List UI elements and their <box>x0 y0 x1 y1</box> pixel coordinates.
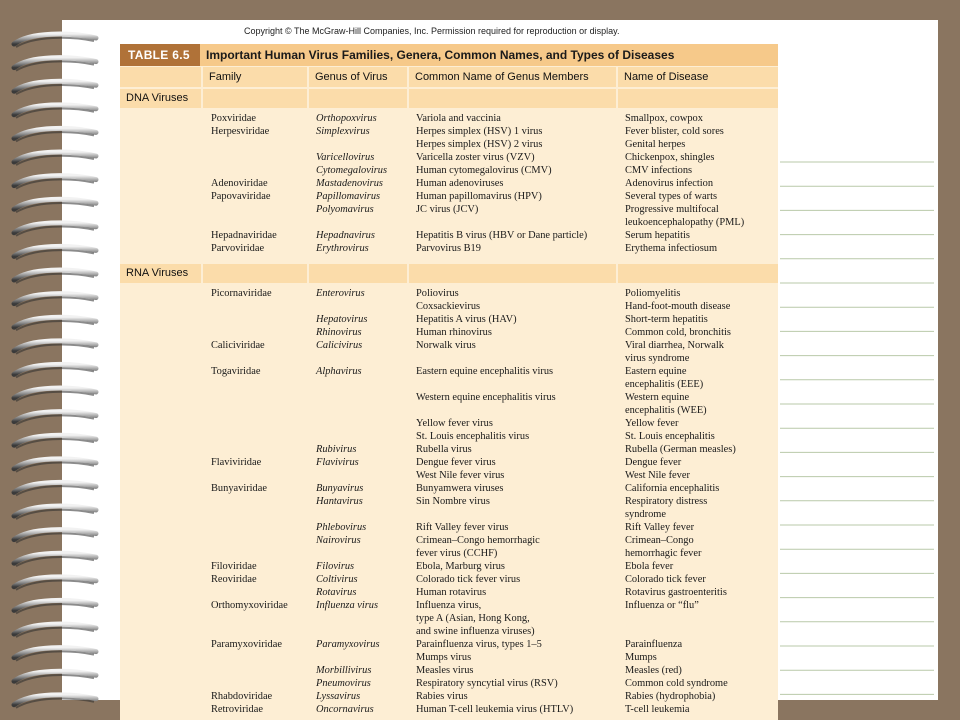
common-name-cell: Variola and vaccinia <box>416 113 501 124</box>
section-label: RNA Viruses <box>120 264 201 283</box>
common-name-cell: Human rotavirus <box>416 587 487 598</box>
family-cell: Paramyxoviridae <box>211 639 282 650</box>
common-name-cell: St. Louis encephalitis virus <box>416 431 530 442</box>
common-name-cell: Poliovirus <box>416 288 459 299</box>
genus-cell: Hepadnavirus <box>316 230 375 241</box>
genus-cell: Rhinovirus <box>316 327 362 338</box>
common-name-cell: Human cytomegalovirus (CMV) <box>416 165 552 176</box>
disease-cell: Progressive multifocal <box>625 204 719 215</box>
common-name-cell: and swine influenza viruses) <box>416 626 535 637</box>
disease-cell: Rubella (German measles) <box>625 444 736 455</box>
genus-cell: Cytomegalovirus <box>316 165 387 176</box>
common-name-cell: Coxsackievirus <box>416 301 481 312</box>
common-name-cell: West Nile fever virus <box>416 470 505 481</box>
genus-cell: Nairovirus <box>316 535 361 546</box>
disease-cell: Adenovirus infection <box>625 178 714 189</box>
common-name-cell: JC virus (JCV) <box>416 204 479 215</box>
family-cell: Togaviridae <box>211 366 261 377</box>
disease-cell: Viral diarrhea, Norwalk <box>625 340 724 351</box>
family-cell: Poxviridae <box>211 113 257 124</box>
disease-cell: Measles (red) <box>625 665 682 676</box>
section-label: DNA Viruses <box>120 89 201 108</box>
disease-cell: Crimean–Congo <box>625 535 694 546</box>
disease-cell: virus syndrome <box>625 353 690 364</box>
disease-cell: T-cell leukemia <box>625 704 690 715</box>
disease-cell: Genital herpes <box>625 139 686 150</box>
table-number: TABLE 6.5 <box>128 48 190 62</box>
table-title: Important Human Virus Families, Genera, Common Names, and Types of Diseases <box>206 48 675 62</box>
common-name-cell: Parainfluenza virus, types 1–5 <box>416 639 542 650</box>
disease-cell: Chickenpox, shingles <box>625 152 715 163</box>
genus-cell: Hantavirus <box>316 496 363 507</box>
disease-cell: Smallpox, cowpox <box>625 113 703 124</box>
genus-cell: Enterovirus <box>316 288 365 299</box>
section-cell-blank <box>309 89 407 108</box>
common-name-cell: Bunyamwera viruses <box>416 483 504 494</box>
disease-cell: Yellow fever <box>625 418 679 429</box>
common-name-cell: Eastern equine encephalitis virus <box>416 366 554 377</box>
family-cell: Hepadnaviridae <box>211 230 277 241</box>
disease-cell: West Nile fever <box>625 470 690 481</box>
disease-cell: Mumps <box>625 652 657 663</box>
virus-table <box>120 44 778 720</box>
common-name-cell: type A (Asian, Hong Kong, <box>416 613 530 624</box>
family-cell: Filoviridae <box>211 561 257 572</box>
genus-cell: Lyssavirus <box>316 691 361 702</box>
common-name-cell: Hepatitis A virus (HAV) <box>416 314 517 325</box>
common-name-cell: Measles virus <box>416 665 474 676</box>
disease-cell: Serum hepatitis <box>625 230 690 241</box>
family-cell: Orthomyxoviridae <box>211 600 288 611</box>
common-name-cell: Yellow fever virus <box>416 418 493 429</box>
disease-cell: Eastern equine <box>625 366 687 377</box>
family-cell: Caliciviridae <box>211 340 265 351</box>
common-name-cell: Herpes simplex (HSV) 1 virus <box>416 126 543 137</box>
family-cell: Parvoviridae <box>211 243 265 254</box>
section-cell-blank <box>618 264 778 283</box>
genus-cell: Rotavirus <box>316 587 357 598</box>
genus-cell: Oncornavirus <box>316 704 374 715</box>
disease-cell: Rotavirus gastroenteritis <box>625 587 727 598</box>
genus-cell: Mastadenovirus <box>316 178 383 189</box>
family-cell: Papovaviridae <box>211 191 271 202</box>
common-name-cell: Hepatitis B virus (HBV or Dane particle) <box>416 230 588 241</box>
genus-cell: Erythrovirus <box>316 243 369 254</box>
disease-cell: Erythema infectiosum <box>625 243 718 254</box>
common-name-cell: Norwalk virus <box>416 340 476 351</box>
common-name-cell: Human papillomavirus (HPV) <box>416 191 542 202</box>
disease-cell: Respiratory distress <box>625 496 708 507</box>
common-name-cell: Rift Valley fever virus <box>416 522 509 533</box>
genus-cell: Coltivirus <box>316 574 358 585</box>
genus-cell: Pneumovirus <box>316 678 371 689</box>
copyright-notice: Copyright © The McGraw-Hill Companies, Inc. Permission required for reproduction or display. <box>244 26 620 36</box>
disease-cell: CMV infections <box>625 165 693 176</box>
genus-cell: Polyomavirus <box>316 204 374 215</box>
common-name-cell: Western equine encephalitis virus <box>416 392 556 403</box>
common-name-cell: Dengue fever virus <box>416 457 496 468</box>
disease-cell: Dengue fever <box>625 457 682 468</box>
disease-cell: Hand-foot-mouth disease <box>625 301 731 312</box>
common-name-cell: Parvovirus B19 <box>416 243 481 254</box>
disease-cell: Short-term hepatitis <box>625 314 708 325</box>
section-body-cell <box>120 109 201 262</box>
disease-cell: Parainfluenza <box>625 639 683 650</box>
family-cell: Picornaviridae <box>211 288 272 299</box>
genus-cell: Influenza virus <box>316 600 379 611</box>
table-title-bar <box>120 44 778 66</box>
disease-cell: Fever blister, cold sores <box>625 126 724 137</box>
genus-cell: Filovirus <box>316 561 355 572</box>
common-name-cell: Ebola, Marburg virus <box>416 561 505 572</box>
section-cell-blank <box>618 89 778 108</box>
disease-cell: hemorrhagic fever <box>625 548 702 559</box>
header-cell: Common Name of Genus Members <box>409 67 616 87</box>
header-cell-blank <box>120 67 201 87</box>
common-name-cell: Respiratory syncytial virus (RSV) <box>416 678 558 689</box>
common-name-cell: Varicella zoster virus (VZV) <box>416 152 535 163</box>
common-name-cell: Colorado tick fever virus <box>416 574 521 585</box>
genus-cell: Hepatovirus <box>316 314 368 325</box>
section-body-cell <box>120 284 201 720</box>
common-name-cell: Sin Nombre virus <box>416 496 490 507</box>
family-cell: Bunyaviridae <box>211 483 267 494</box>
common-name-cell: Influenza virus, <box>416 600 482 611</box>
genus-cell: Bunyavirus <box>316 483 364 494</box>
header-cell: Genus of Virus <box>309 67 407 87</box>
genus-cell: Orthopoxvirus <box>316 113 377 124</box>
genus-cell: Paramyxovirus <box>316 639 380 650</box>
family-cell: Retroviridae <box>211 704 263 715</box>
family-cell: Rhabdoviridae <box>211 691 273 702</box>
genus-cell: Simplexvirus <box>316 126 370 137</box>
family-cell: Herpesviridae <box>211 126 270 137</box>
disease-cell: Common cold, bronchitis <box>625 327 731 338</box>
disease-cell: California encephalitis <box>625 483 720 494</box>
common-name-cell: Human T-cell leukemia virus (HTLV) <box>416 704 574 715</box>
section-cell-blank <box>309 264 407 283</box>
disease-cell: Colorado tick fever <box>625 574 706 585</box>
section-cell-blank <box>409 264 616 283</box>
family-cell: Flaviviridae <box>211 457 262 468</box>
header-cell: Name of Disease <box>618 67 778 87</box>
disease-cell: Western equine <box>625 392 690 403</box>
common-name-cell: Herpes simplex (HSV) 2 virus <box>416 139 543 150</box>
disease-cell: Several types of warts <box>625 191 718 202</box>
disease-cell: encephalitis (EEE) <box>625 379 704 390</box>
common-name-cell: Rabies virus <box>416 691 468 702</box>
header-cell: Family <box>203 67 307 87</box>
genus-cell: Calicivirus <box>316 340 363 351</box>
common-name-cell: Human adenoviruses <box>416 178 504 189</box>
disease-cell: encephalitis (WEE) <box>625 405 707 416</box>
section-cell-blank <box>203 89 307 108</box>
disease-cell: Rift Valley fever <box>625 522 695 533</box>
common-name-cell: fever virus (CCHF) <box>416 548 498 559</box>
section-cell-blank <box>409 89 616 108</box>
family-cell: Adenoviridae <box>211 178 268 189</box>
section-cell-blank <box>203 264 307 283</box>
disease-cell: Influenza or “flu” <box>625 600 699 611</box>
common-name-cell: Crimean–Congo hemorrhagic <box>416 535 540 546</box>
family-cell: Reoviridae <box>211 574 257 585</box>
genus-cell: Flavivirus <box>316 457 359 468</box>
genus-cell: Alphavirus <box>316 366 362 377</box>
genus-cell: Rubivirus <box>316 444 357 455</box>
disease-cell: St. Louis encephalitis <box>625 431 715 442</box>
genus-cell: Varicellovirus <box>316 152 375 163</box>
disease-cell: Poliomyelitis <box>625 288 681 299</box>
disease-cell: leukoencephalopathy (PML) <box>625 217 745 228</box>
disease-cell: syndrome <box>625 509 666 520</box>
genus-cell: Papillomavirus <box>316 191 381 202</box>
spiral-binding <box>0 0 120 720</box>
genus-cell: Phlebovirus <box>316 522 367 533</box>
common-name-cell: Mumps virus <box>416 652 472 663</box>
disease-cell: Common cold syndrome <box>625 678 728 689</box>
common-name-cell: Human rhinovirus <box>416 327 492 338</box>
disease-cell: Ebola fever <box>625 561 674 572</box>
common-name-cell: Rubella virus <box>416 444 472 455</box>
genus-cell: Morbillivirus <box>316 665 372 676</box>
disease-cell: Rabies (hydrophobia) <box>625 691 716 702</box>
